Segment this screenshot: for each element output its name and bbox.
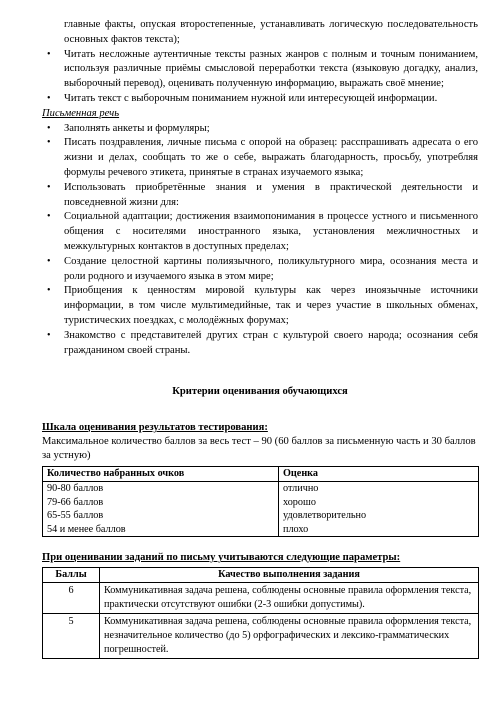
table-row xyxy=(43,583,479,614)
table-cell: хорошо xyxy=(279,496,479,510)
column-header: Оценка xyxy=(279,467,479,482)
list-item: • Приобщения к ценностям мировой культуры как через иноязычные источники информации, в том числе мультимедийные, так и через участие в школьных обменах, туристических поездках, с молодёжных форумах; xyxy=(42,284,478,328)
table-cell: отлично xyxy=(279,482,479,496)
table-row xyxy=(43,482,479,496)
document-page xyxy=(42,0,478,659)
criteria-title: Критерии оценивания обучающихся xyxy=(172,386,348,398)
table-cell: 90-80 баллов xyxy=(43,482,279,496)
writing-list xyxy=(42,122,478,359)
table-cell: плохо xyxy=(279,523,479,537)
table-row xyxy=(43,496,479,510)
score-table xyxy=(42,466,479,537)
writing-params-heading: При оценивании заданий по письму учитываются следующие параметры: xyxy=(42,552,401,564)
table-header-row xyxy=(43,467,479,482)
list-item: • Знакомство с представителей других стран с культурой своего народа; осознания себя гражданином своей страны. xyxy=(42,329,478,359)
table-cell: 5 xyxy=(43,614,100,659)
intro-text: главные факты, опуская второстепенные, устанавливать логическую последовательность основных фактов текста); xyxy=(64,19,478,45)
list-item: • Читать текст с выборочным пониманием нужной или интересующей информации. xyxy=(42,92,478,107)
list-item: • Читать несложные аутентичные тексты разных жанров с полным и точным пониманием, используя различные приёмы смысловой переработки текста (языковую догадку, анализ, выборочный перевод), оценивать полученную информацию, выражать своё мнение; xyxy=(42,48,478,92)
list-item: • Использовать приобретённые знания и умения в практической деятельности и повседневной жизни для: xyxy=(42,181,478,211)
table-cell: 6 xyxy=(43,583,100,614)
table-row xyxy=(43,523,479,537)
scale-subheading: Максимальное количество баллов за весь тест – 90 (60 баллов за письменную часть и 30 баллов за устную) xyxy=(42,436,476,462)
column-header: Баллы xyxy=(43,568,100,583)
table-row xyxy=(43,509,479,523)
list-item: • Заполнять анкеты и формуляры; xyxy=(42,122,478,137)
writing-heading: Письменная речь xyxy=(42,107,120,119)
column-header: Качество выполнения задания xyxy=(100,568,479,583)
table-header-row xyxy=(43,568,479,583)
table-cell: 65-55 баллов xyxy=(43,509,279,523)
reading-list xyxy=(42,48,478,107)
table-cell: 54 и менее баллов xyxy=(43,523,279,537)
column-header: Количество набранных очков xyxy=(43,467,279,482)
list-item: • Создание целостной картины полиязычного, поликультурного мира, осознания места и роли родного и изучаемого языка в этом мире; xyxy=(42,255,478,285)
list-item: • Социальной адаптации; достижения взаимопонимания в процессе устного и письменного общения с носителями иностранного языка, установления межличностных и межкультурных контактов в доступных пределах; xyxy=(42,210,478,254)
table-cell: удовлетворительно xyxy=(279,509,479,523)
list-item: • Писать поздравления, личные письма с опорой на образец: расспрашивать адресата о его жизни и делах, сообщать то же о себе, выражать благодарность, просьбу, употребляя формулы речевого этикета, принятые в странах изучаемого языка; xyxy=(42,136,478,180)
table-cell: Коммуникативная задача решена, соблюдены основные правила оформления текста, незначительное количество (до 5) орфографических и лексико-грамматических погрешностей. xyxy=(100,614,479,659)
quality-table xyxy=(42,567,479,659)
scale-heading: Шкала оценивания результатов тестирования: xyxy=(42,422,268,434)
table-cell: Коммуникативная задача решена, соблюдены основные правила оформления текста, практически отсутствуют ошибки (2-3 ошибки допустимы). xyxy=(100,583,479,614)
table-row xyxy=(43,614,479,659)
table-cell: 79-66 баллов xyxy=(43,496,279,510)
